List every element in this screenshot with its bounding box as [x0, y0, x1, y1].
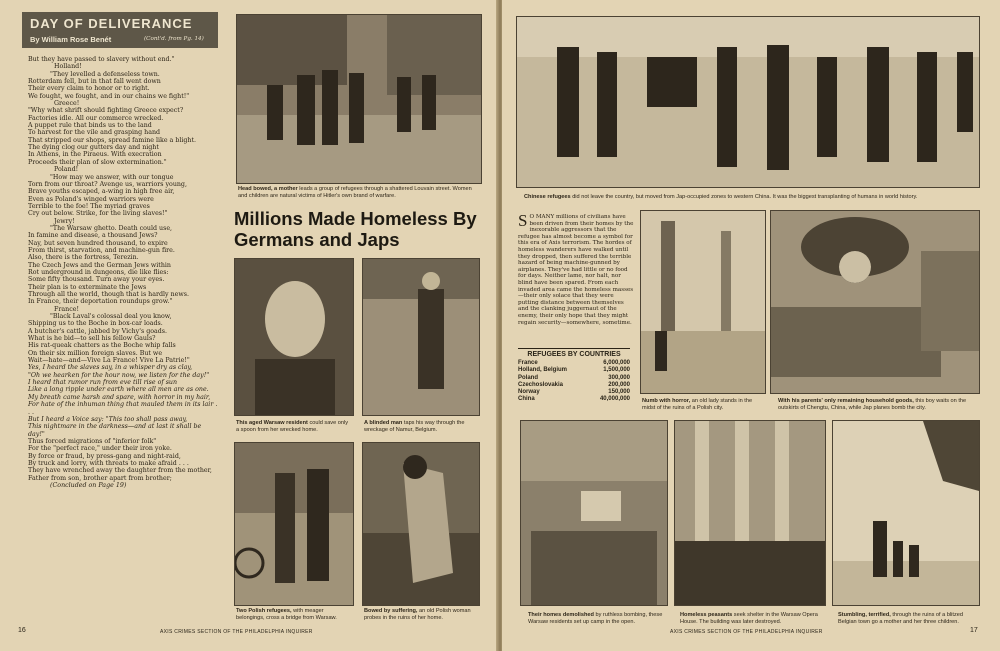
right-footer: AXIS CRIMES SECTION OF THE PHILADELPHIA INQUIRER	[670, 629, 823, 635]
poem-line: Their every claim to honor or to right.	[28, 85, 150, 93]
opera-house-caption: Homeless peasants seek shelter in the Warsaw Opera House. The building was later destroyed.	[680, 612, 818, 625]
stats-count: 150,000	[608, 389, 630, 396]
belgian-family-photo	[832, 420, 980, 606]
drop-cap: S	[518, 211, 528, 230]
poem-line: Like a long ripple under earth where all men are as one.	[28, 386, 209, 394]
poem-line: Factories idle. All our commerce wrecked.	[28, 114, 164, 122]
stats-row	[518, 367, 630, 374]
aged-woman-caption: This aged Warsaw resident could save only a spoon from her wrecked home.	[236, 420, 349, 433]
polish-refugees-photo	[234, 442, 354, 606]
poem-line: Yes, I heard the slaves say, in a whisper dry as clay,	[28, 364, 193, 372]
poem-line: By force or fraud, by press-gang and night-raid,	[28, 452, 181, 460]
poem-line: "Oh we hearken for the hour now, we listen for the day!"	[28, 371, 210, 379]
left-page-number: 16	[18, 627, 26, 634]
stats-country: China	[518, 396, 535, 403]
chinese-refugees-caption: Chinese refugees did not leave the country, but moved from Jap-occupied zones to western China. It was the biggest transplanting of humans in world history.	[524, 194, 918, 200]
poem-line: Torn from our throat? Avenge us, warriors young,	[28, 180, 187, 188]
intro-text: S O MANY millions of civilians have been driven from their homes by the inexorable aggressors that the refugee has almost become a symbol for this era of Axis terrorism. The hordes of homeless wanderers have walked until they dropped, then suffered the terrible hazard of being machine-gunned by airplanes. They've had little or no food for days. Neither lame, nor halt, nor blind have been spared. From each invaded area came the homeless masses—their only solace that they were putting distance between themselves and the clanking juggernaut of the enemy, their only hope that they might regain security—somewhere, sometime.	[518, 211, 634, 326]
stats-count: 6,000,000	[603, 360, 630, 366]
poem-line: Poland!	[54, 166, 79, 174]
poem-line: In France, their deportation roundups grow."	[28, 298, 173, 306]
poem-line: The dying clog our gutters day and night	[28, 144, 159, 152]
stats-country: Czechoslovakia	[518, 381, 564, 388]
right-page	[502, 0, 1000, 651]
poem-line: Thus forced migrations of "inferior folk"	[28, 437, 157, 445]
refugee-stats	[518, 348, 630, 404]
poem-line: What is he bid—to sell his fellow Gauls?	[28, 335, 156, 343]
poem-line: Cry out below. Strike, for the living slaves!"	[28, 210, 168, 218]
poem-line: Father from son, brother apart from brother;	[28, 474, 172, 482]
continued-note: (Cont'd. from Pg. 14)	[144, 36, 204, 42]
old-lady-caption: Numb with horror, an old lady stands in the midst of the ruins of a Polish city.	[642, 398, 753, 411]
poem-line: "They levelled a defenseless town.	[50, 70, 160, 78]
blinded-man-caption: A blinded man taps his way through the wreckage of Namur, Belgium.	[364, 420, 465, 433]
bowed-woman-photo	[362, 442, 480, 606]
poem-line: "Why what shrift should fighting Greece expect?	[28, 107, 184, 115]
article-banner	[22, 12, 218, 48]
poem-line: In famine and disease, a thousand Jews?	[28, 232, 158, 240]
poem-line: Terrible to the foe! The myriad graves	[28, 202, 150, 210]
article-title: DAY OF DELIVERANCE	[30, 16, 193, 31]
poem-line: Also, there is the fortress, Terezin.	[28, 254, 139, 262]
stats-count: 40,000,000	[599, 396, 630, 403]
demolished-caption: Their homes demolished by ruthless bombing, these Warsaw residents set up camp in the open.	[528, 612, 663, 625]
poem-line: Proceeds their plan of slow extermination."	[28, 158, 167, 166]
poem-line: Brave youths escaped, a-wing in high free air,	[28, 188, 175, 196]
poem-line: My breath came harsh and spare, with horror in my hair,	[28, 393, 211, 401]
headline: Millions Made Homeless By Germans and Japs	[234, 208, 477, 250]
poem-line: Wait—hate—and—Vive La France! Vive La Patrie!"	[28, 357, 190, 365]
poem-line: Rot underground in dungeons, die like flies:	[28, 268, 169, 276]
bowed-woman-caption: Bowed by suffering, an old Polish woman probes in the ruins of her home.	[364, 608, 471, 621]
poem-line: We fought, we fought, and in our chains we fight!"	[28, 92, 190, 100]
poem-line: For the "perfect race," under their iron yoke.	[28, 445, 172, 453]
opera-house-photo	[674, 420, 826, 606]
poem-line: Through all the world, though that is hardly news.	[28, 291, 190, 298]
stats-row	[518, 389, 630, 396]
poem-line: On their six million foreign slaves. But we	[28, 349, 163, 357]
poem-line: France!	[54, 305, 79, 313]
poem-line: From thirst, starvation, and machine-gun fire.	[28, 246, 175, 254]
stats-country: Norway	[518, 389, 540, 396]
stats-row	[518, 375, 630, 382]
poem-line: But I heard a Voice say: "This too shall pass away,	[28, 415, 188, 423]
poem-line: To harvest for the vile and grasping hand	[28, 129, 161, 137]
poem-line: I heard that rumor run from eve till rise of sun	[28, 379, 178, 387]
poem-line: A butcher's cattle, jabbed by Vichy's goads.	[28, 327, 168, 335]
louvain-street-photo	[236, 14, 482, 184]
poem-line: Their plan is to exterminate the Jews	[28, 283, 147, 291]
poem-line: For hate of the inhuman thing that mauled them in its lair . . .	[28, 401, 218, 416]
poem-line: Even as Poland's winged warriors were	[28, 195, 154, 203]
poem-line: They have wrenched away the daughter from the mother,	[28, 467, 212, 475]
right-page-number: 17	[970, 627, 978, 634]
poem-line: In Athens, in the Piraeus. With execration	[28, 151, 162, 159]
chinese-boy-photo	[770, 210, 980, 394]
stats-count: 300,000	[608, 374, 630, 381]
stats-row	[518, 396, 630, 403]
poem-line: "The Warsaw ghetto. Death could use,	[50, 224, 173, 232]
stats-row	[518, 382, 630, 389]
stats-country: Holland, Belgium	[518, 367, 568, 374]
stats-country: Poland	[518, 374, 539, 381]
old-lady-ruins-photo	[640, 210, 766, 394]
poem-text	[28, 56, 218, 489]
stats-title: REFUGEES BY COUNTRIES	[518, 348, 630, 358]
poem-line: Jewry!	[54, 217, 75, 225]
poem-line: His rat-queak chatters as the Boche whip falls	[28, 342, 176, 350]
poem-line: Greece!	[54, 100, 80, 108]
belgian-family-caption: Stumbling, terrified, through the ruins of a blitzed Belgian town go a mother and her three children.	[838, 612, 963, 625]
poem-line: But they have passed to slavery without end."	[28, 56, 175, 63]
chinese-refugees-photo	[516, 16, 980, 188]
poem-line: Holland!	[54, 63, 82, 71]
louvain-caption: Head bowed, a mother leads a group of refugees through a shattered Louvain street. Women and children are natural victims of Hitler's own brand of warfare.	[238, 186, 472, 199]
poem-line: This nightmare in the darkness—and at last it shall be day!"	[28, 423, 202, 438]
left-footer: AXIS CRIMES SECTION OF THE PHILADELPHIA INQUIRER	[160, 629, 313, 635]
poem-line: Nay, but seven hundred thousand, to expire	[28, 239, 168, 247]
left-page	[0, 0, 498, 651]
poem-line: By truck and lorry, with threats to make afraid . . .	[28, 459, 189, 467]
poem-line: Shipping us to the Boche in box-car loads.	[28, 320, 163, 328]
stats-row	[518, 360, 630, 367]
poem-line: Some fifty thousand. Turn away your eyes.	[28, 276, 165, 284]
aged-woman-photo	[234, 258, 354, 416]
byline: By William Rose Benét	[30, 35, 112, 44]
blinded-man-photo	[362, 258, 480, 416]
stats-count: 200,000	[608, 381, 630, 388]
poem-line: "How may we answer, with our tongue	[50, 173, 174, 181]
poem-line: "Black Laval's colossal deal you know,	[50, 313, 172, 321]
poem-line: That stripped our shops, spread famine like a blight.	[28, 136, 196, 144]
chinese-boy-caption: With his parents' only remaining household goods, this boy waits on the outskirts of Chengtu, China, while Jap planes bomb the city.	[778, 398, 967, 411]
poem-line: (Concluded on Page 19)	[50, 481, 127, 489]
stats-country: France	[518, 360, 538, 366]
poem-line: Rotterdam fell, but in that fall went down	[28, 78, 161, 86]
polish-refugees-caption: Two Polish refugees, with meager belongings, cross a bridge from Warsaw.	[236, 608, 337, 621]
poem-line: A puppet rule that binds us to the land	[28, 122, 152, 130]
poem-line: The Czech Jews and the German Jews within	[28, 261, 171, 269]
demolished-homes-photo	[520, 420, 668, 606]
stats-count: 1,500,000	[603, 367, 630, 374]
